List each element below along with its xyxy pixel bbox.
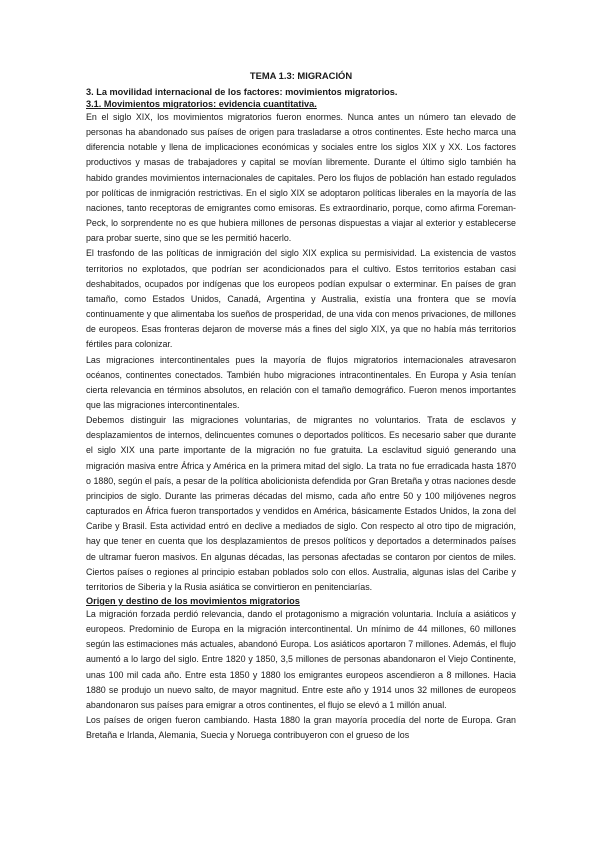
- section-heading-3-1: 3.1. Movimientos migratorios: evidencia cuantitativa.: [86, 99, 317, 109]
- paragraph: Las migraciones intercontinentales pues la mayoría de flujos migratorios internacionales atravesaron océanos, continentes conectados. También hubo migraciones intracontinentales. En Europa y Asia tenían cierta relevancia en términos absolutos, en relación con el tamaño demográfico. Fueron menos importantes que las migraciones intercontinentales.: [86, 354, 516, 410]
- page-title: TEMA 1.3: MIGRACIÓN: [249, 70, 353, 81]
- document-page: [86, 70, 516, 743]
- paragraph: En el siglo XIX, los movimientos migratorios fueron enormes. Nunca antes un número tan elevado de personas ha abandonado sus países de origen para trasladarse a otros continentes. Este hecho marca una diferencia notable y llena de implicaciones económicas y sociales entre los siglos XIX y XX. Los factores productivos y masas de trabajadores y capital se movían libremente. Durante el último siglo también ha habido grandes movimientos internacionales de capitales. Pero los flujos de población han estado regulados por políticas de inmigración restrictivas. En el siglo XIX se adoptaron políticas liberales en la mayoría de las naciones, tanto receptoras de emigrantes como emisoras. Es extraordinario, porque, como afirma Foreman-Peck, lo sorprendente no es que hubiera millones de personas dispuestas a viajar al exterior y establecerse para probar suerte, sino que se les permitió hacerlo.: [86, 112, 516, 244]
- paragraph: El trasfondo de las políticas de inmigración del siglo XIX explica su permisividad. La existencia de vastos territorios no explotados, que podrían ser acondicionados para el cultivo. Estos territorios estaban casi deshabitados, ocupados por indígenas que los europeos podían expulsar o exterminar. En países de gran tamaño, como Estados Unidos, Canadá, Argentina y Australia, existía una frontera que se movía continuamente y que alimentaba los sueños de prosperidad, de una vida con menos privaciones, de millones de europeos. Esas fronteras dejaron de moverse más a fines del siglo XIX, ya que no había más territorios fértiles para colonizar.: [86, 248, 516, 350]
- section-heading-origin: Origen y destino de los movimientos migratorios: [86, 596, 300, 606]
- section-heading-3: 3. La movilidad internacional de los factores: movimientos migratorios.: [86, 87, 398, 97]
- paragraph: Los países de origen fueron cambiando. Hasta 1880 la gran mayoría procedía del norte de Europa. Gran Bretaña e Irlanda, Alemania, Suecia y Noruega contribuyeron con el grueso de los: [86, 715, 516, 741]
- paragraph: La migración forzada perdió relevancia, dando el protagonismo a migración voluntaria. Incluía a asiáticos y europeos. Predominio de Europa en la migración intercontinental. Un mínimo de 44 millones, 60 millones según las estimaciones más actuales, abandonó Europa. Los asiáticos aportaron 7 millones. Además, el flujo aumentó a lo largo del siglo. Entre 1820 y 1850, 3,5 millones de personas abandonaron el Viejo Continente, unas 100 mil cada año. Entre esta 1850 y 1880 los emigrantes europeos ascendieron a 8 millones. Hacia 1880 se produjo un nuevo salto, de mayor magnitud. Entre este año y 1914 unos 32 millones de europeos abandonaron sus países para emigrar a otros continentes, el flujo se elevó a 1 millón anual.: [86, 609, 516, 710]
- paragraph: Debemos distinguir las migraciones voluntarias, de migrantes no voluntarios. Trata de esclavos y desplazamientos de internos, delincuentes comunes o deportados políticos. Es necesario saber que durante el siglo XIX una parte importante de la migración no fue gratuita. La esclavitud siguió generando una migración masiva entre África y América en la primera mitad del siglo. La trata no fue erradicada hasta 1870 o 1880, según el país, a pesar de la política abolicionista defendida por Gran Bretaña y otras naciones desde principios de siglo. Durante las primeras décadas del mismo, cada año entre 50 y 100 miljóvenes negros capturados en África fueron transportados y vendidos en América, básicamente Estados Unidos, la zona del Caribe y Brasil. Esta actividad entró en declive a mediados de siglo. Con respecto al otro tipo de migración, hay que tener en cuenta que los desplazamientos de presos políticos y deportados a determinados países de ultramar fueron masivos. En algunas décadas, las personas afectadas se contaron por cientos de miles. Ciertos países o regiones al principio estaban poblados solo con ellos. Australia, algunas islas del Caribe y territorios de Siberia y la Rusia asiática se convirtieron en penitenciarías.: [86, 415, 516, 592]
